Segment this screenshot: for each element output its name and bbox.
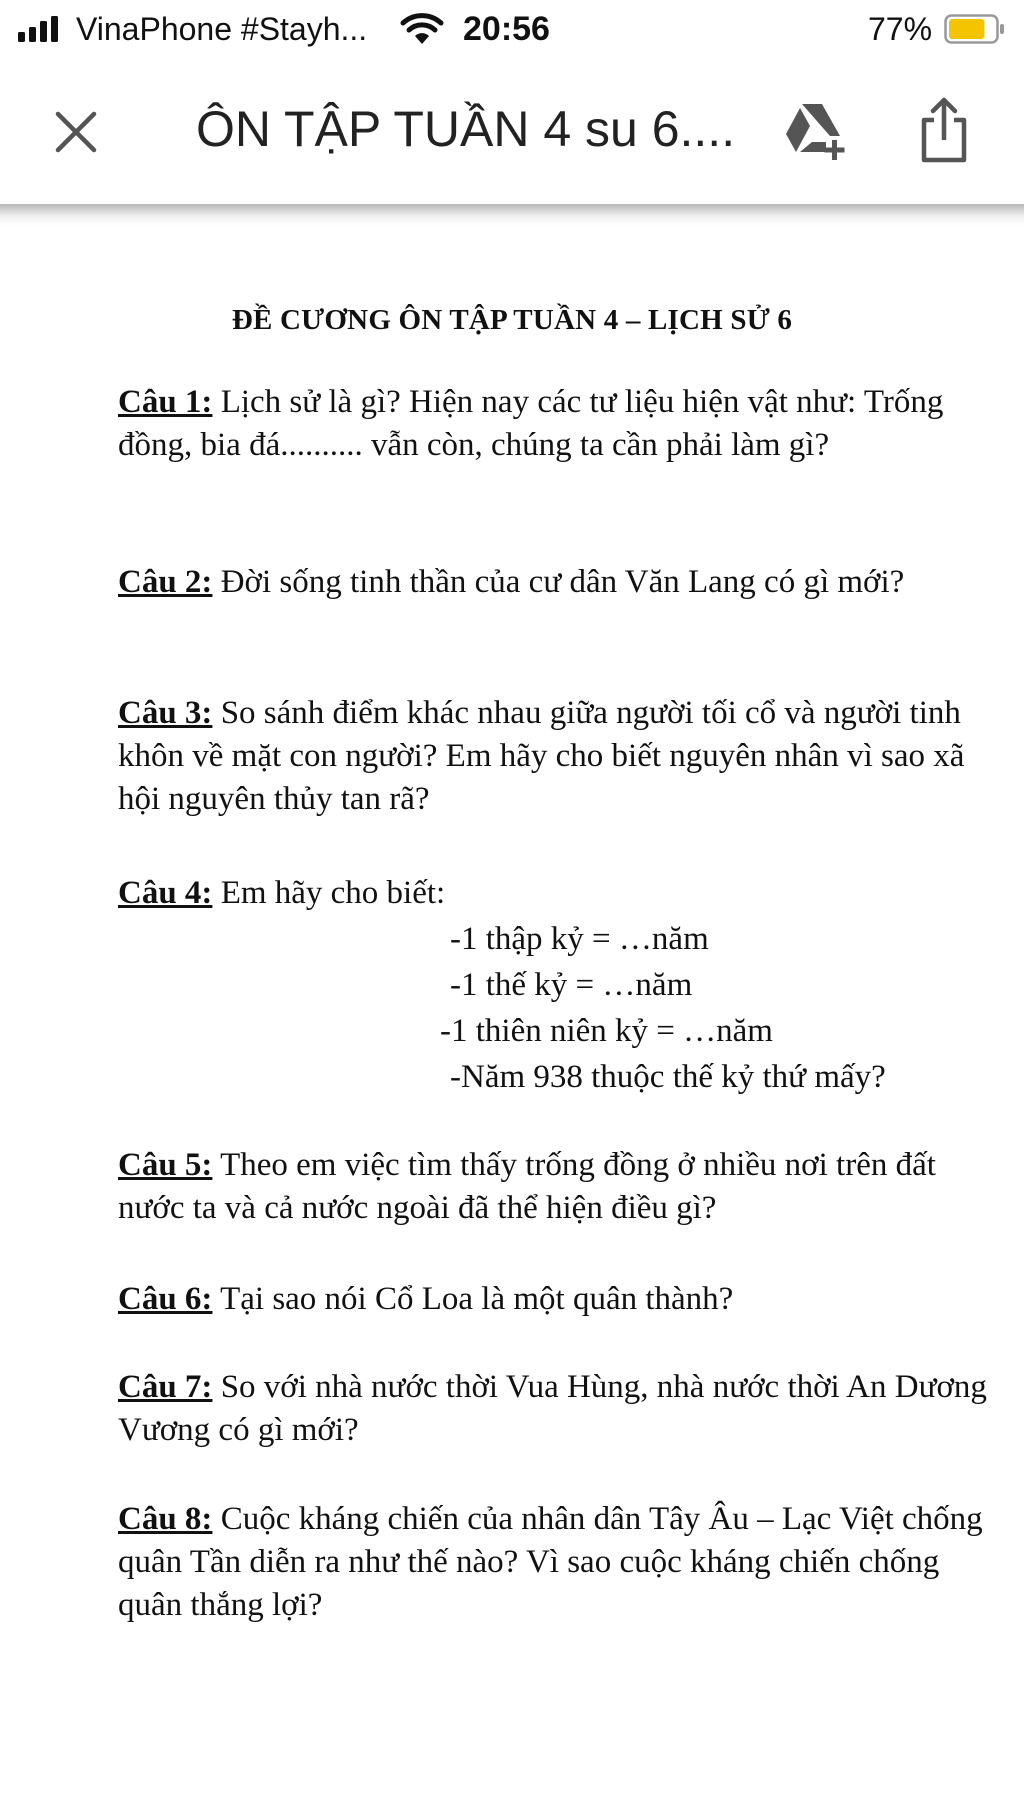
question-4-sub-item: -1 thế kỷ = …năm (450, 967, 693, 1003)
question-3 (118, 692, 988, 821)
question-8 (118, 1498, 988, 1627)
toolbar-shadow (0, 204, 1024, 226)
question-text: So với nhà nước thời Vua Hùng, nhà nước thời An Dương Vương có gì mới? (118, 1369, 987, 1448)
close-icon[interactable] (48, 104, 104, 160)
question-2 (118, 561, 988, 604)
document-page (0, 226, 1024, 1820)
question-4-sub-item: -1 thiên niên kỷ = …năm (440, 1013, 773, 1049)
status-bar (0, 0, 1024, 58)
question-text: Lịch sử là gì? Hiện nay các tư liệu hiện vật như: Trống đồng, bia đá.......... vẫn còn, chúng ta cần phải làm gì? (118, 384, 944, 463)
question-text: So sánh điểm khác nhau giữa người tối cổ và người tinh khôn về mặt con người? Em hãy cho biết nguyên nhân vì sao xã hội nguyên thủy tan rã? (118, 695, 965, 817)
battery-level-fill (949, 19, 984, 39)
question-text: Tại sao nói Cổ Loa là một quân thành? (212, 1281, 734, 1317)
wifi-icon (400, 12, 444, 46)
carrier-name: VinaPhone #Stayh... (76, 11, 368, 47)
question-label: Câu 4: (118, 875, 213, 911)
add-to-drive-icon[interactable] (782, 100, 854, 162)
document-title: ÔN TẬP TUẦN 4 su 6.... (196, 101, 736, 157)
question-text: Em hãy cho biết: (212, 875, 446, 911)
question-4-sub-item: -Năm 938 thuộc thế kỷ thứ mấy? (450, 1059, 886, 1095)
signal-icon (18, 16, 62, 42)
document-heading: ĐỀ CƯƠNG ÔN TẬP TUẦN 4 – LỊCH SỬ 6 (231, 304, 793, 336)
battery-icon (944, 14, 1006, 44)
question-label: Câu 5: (118, 1147, 213, 1183)
question-label: Câu 6: (118, 1281, 213, 1317)
share-icon[interactable] (916, 96, 972, 164)
question-7 (118, 1366, 988, 1452)
viewer-toolbar (0, 58, 1024, 204)
battery-percent: 77% (868, 11, 933, 47)
question-text: Đời sống tinh thần của cư dân Văn Lang có gì mới? (212, 564, 905, 600)
question-4-sub-item: -1 thập kỷ = …năm (450, 921, 709, 957)
question-1 (118, 381, 988, 467)
question-text: Cuộc kháng chiến của nhân dân Tây Âu – Lạc Việt chống quân Tần diễn ra như thế nào? Vì sao cuộc kháng chiến chống quân thắng lợi? (118, 1501, 983, 1623)
question-label: Câu 3: (118, 695, 213, 731)
question-label: Câu 1: (118, 384, 213, 420)
question-6 (118, 1278, 988, 1321)
question-text: Theo em việc tìm thấy trống đồng ở nhiều nơi trên đất nước ta và cả nước ngoài đã thể hiện điều gì? (118, 1147, 936, 1226)
question-4 (118, 872, 988, 915)
question-5 (118, 1144, 988, 1230)
status-time: 20:56 (463, 10, 550, 48)
question-label: Câu 7: (118, 1369, 213, 1405)
question-label: Câu 8: (118, 1501, 213, 1537)
question-label: Câu 2: (118, 564, 213, 600)
